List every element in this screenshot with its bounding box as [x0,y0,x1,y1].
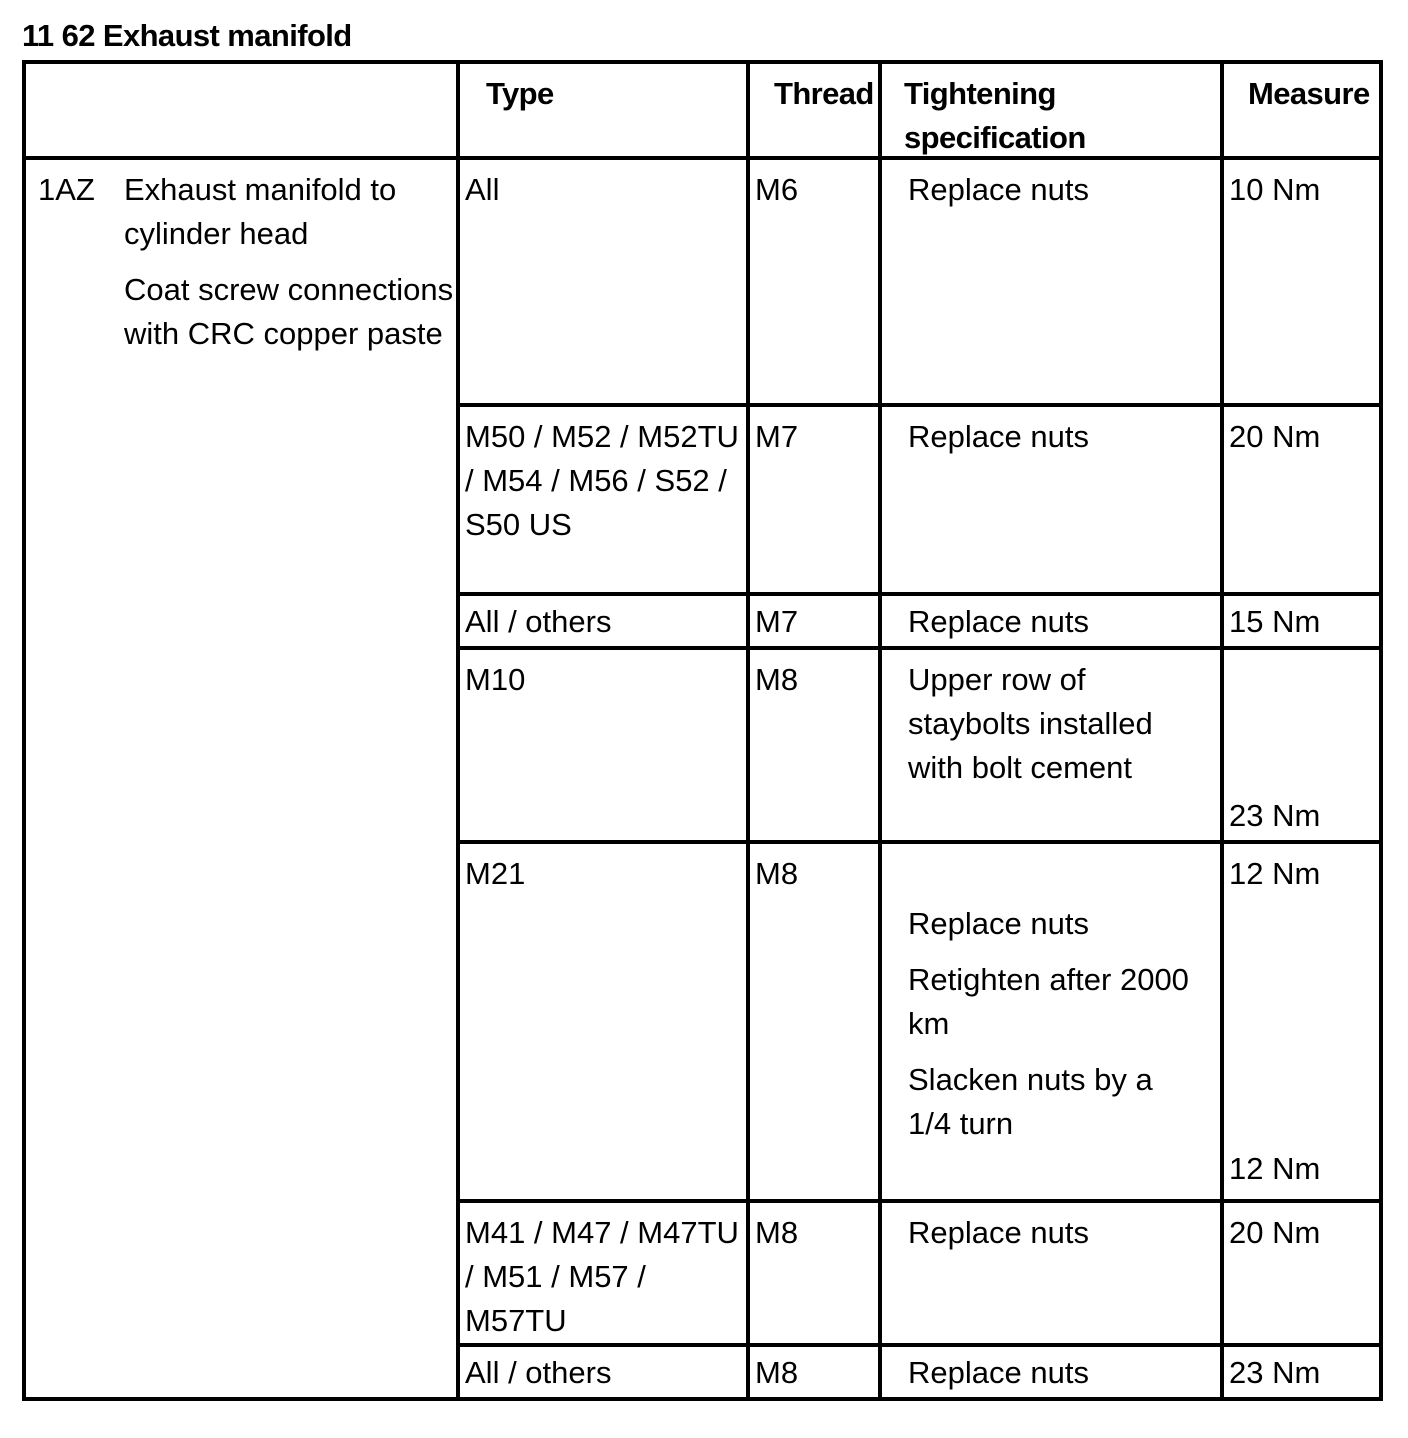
measure-cell: 10 Nm [1222,158,1381,405]
measure-cell: 20 Nm [1222,405,1381,594]
measure-cell: 20 Nm [1222,1201,1381,1345]
measure-cell: 15 Nm [1222,594,1381,648]
component-code: 1AZ [38,172,95,207]
measure-value: 12 Nm [1229,856,1321,891]
measure-cell [1222,842,1381,1201]
torque-spec-table [22,60,1383,1401]
table-header-row [24,62,1381,158]
header-measure: Measure [1222,62,1381,158]
tightening-line: Replace nuts [908,906,1089,941]
type-cell: All / others [458,594,748,648]
table-row [24,158,1381,405]
component-description: Exhaust manifold to cylinder head [124,172,397,251]
tightening-cell: Replace nuts [880,1345,1222,1399]
thread-cell: M6 [748,158,880,405]
type-cell: M21 [458,842,748,1201]
tightening-cell: Replace nuts [880,1201,1222,1345]
thread-cell: M7 [748,594,880,648]
thread-cell: M8 [748,1201,880,1345]
header-component [24,62,458,158]
header-tightening: Tightening specification [880,62,1222,158]
measure-cell: 23 Nm [1222,648,1381,842]
type-cell: M10 [458,648,748,842]
tightening-line: Retighten after 2000 km [908,962,1189,1041]
header-thread: Thread [748,62,880,158]
thread-cell: M8 [748,842,880,1201]
header-type: Type [458,62,748,158]
thread-cell: M8 [748,1345,880,1399]
tightening-cell: Replace nuts [880,405,1222,594]
type-cell: M50 / M52 / M52TU / M54 / M56 / S52 / S50 US [458,405,748,594]
tightening-cell: Upper row of staybolts installed with bolt cement [880,648,1222,842]
measure-cell: 23 Nm [1222,1345,1381,1399]
type-cell: All / others [458,1345,748,1399]
type-cell: All [458,158,748,405]
page-title: 11 62 Exhaust manifold [22,18,352,53]
component-cell [24,158,458,1399]
measure-value: 12 Nm [1229,1151,1321,1186]
tightening-cell [880,842,1222,1201]
tightening-cell: Replace nuts [880,594,1222,648]
thread-cell: M7 [748,405,880,594]
component-note: Coat screw connections with CRC copper paste [124,272,454,351]
tightening-line: Slacken nuts by a 1/4 turn [908,1062,1153,1141]
thread-cell: M8 [748,648,880,842]
type-cell: M41 / M47 / M47TU / M51 / M57 / M57TU [458,1201,748,1345]
tightening-cell: Replace nuts [880,158,1222,405]
